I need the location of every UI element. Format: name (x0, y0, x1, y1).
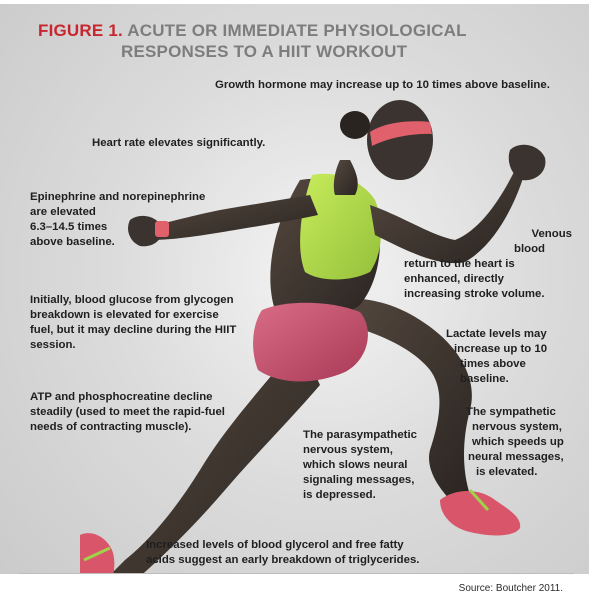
figure-title (38, 20, 558, 62)
figure-title-line-2: RESPONSES TO A HIIT WORKOUT (121, 42, 408, 61)
neck (334, 160, 358, 195)
front-shoe (440, 491, 520, 535)
annotation-heart-rate: Heart rate elevates significantly. (92, 137, 266, 149)
annotation-parasympathetic: The parasympathetic nervous system, which slows neural signaling messages, is depressed. (303, 429, 417, 501)
shorts (253, 303, 368, 382)
annotation-growth-hormone: Growth hormone may increase up to 10 times above baseline. (215, 79, 550, 91)
source-citation: Source: Boutcher 2011. (458, 583, 563, 594)
hair-bun (340, 111, 370, 139)
annotation-lactate: Lactate levels may increase up to 10 times above baseline. (446, 328, 548, 385)
annotation-blood-glucose: Initially, blood glucose from glycogen breakdown is elevated for exercise fuel, but it may decline during the HIIT session. (30, 294, 237, 351)
annotation-glycerol-fatty-acids: Increased levels of blood glycerol and free fatty acids suggest an early breakdown of triglycerides. (146, 539, 420, 566)
figure-title-line-1: ACUTE OR IMMEDIATE PHYSIOLOGICAL (127, 21, 467, 40)
annotation-atp-phosphocreatine: ATP and phosphocreatine decline steadily (used to meet the rapid-fuel needs of contracting muscle). (30, 391, 225, 433)
figure-label: FIGURE 1. (38, 21, 123, 40)
footer-divider (18, 573, 574, 574)
annotation-epinephrine: Epinephrine and norepinephrine are elevated 6.3–14.5 times above baseline. (30, 191, 206, 248)
annotation-sympathetic: The sympathetic nervous system, which speeds up neural messages, is elevated. (466, 406, 564, 478)
annotation-venous-return: Venous blood return to the heart is enhanced, directly increasing stroke volume. (404, 228, 572, 300)
frame-top (0, 0, 589, 4)
